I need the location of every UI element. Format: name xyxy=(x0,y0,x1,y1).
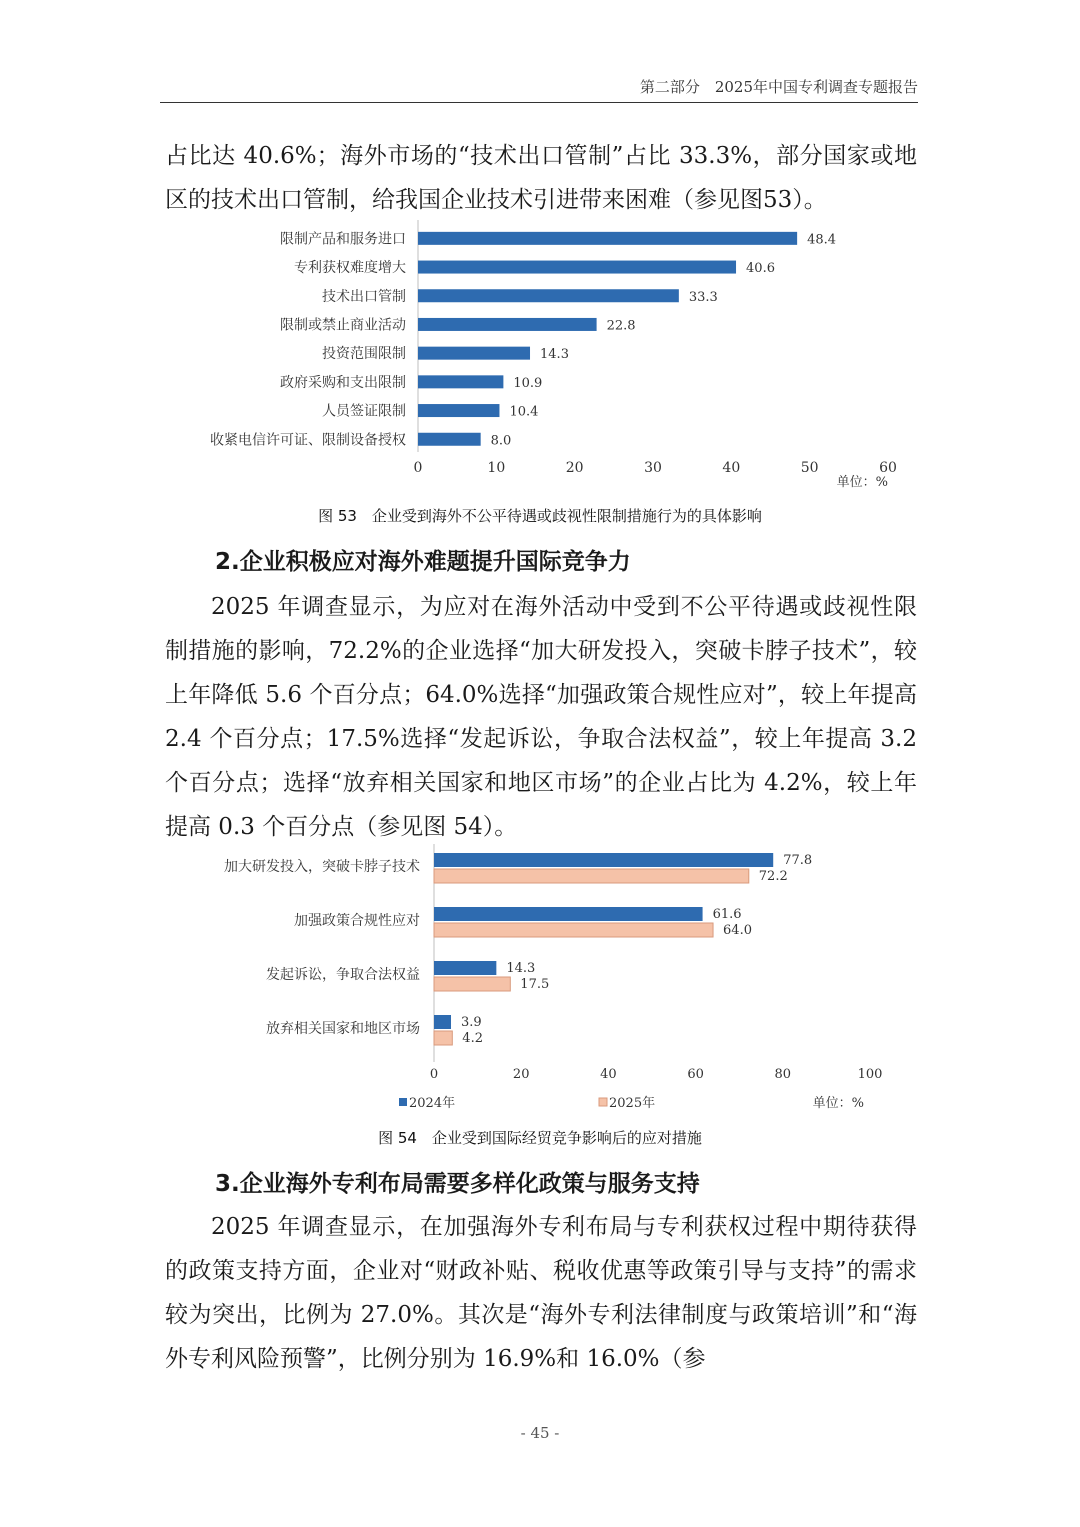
category-label: 人员签证限制 xyxy=(322,403,406,420)
section-heading-3: 3.企业海外专利布局需要多样化政策与服务支持 xyxy=(215,1171,700,1197)
x-tick-label: 20 xyxy=(565,460,584,476)
legend-swatch-2024 xyxy=(399,1098,407,1106)
category-label: 限制产品和服务进口 xyxy=(280,231,406,248)
category-label: 发起诉讼，争取合法权益 xyxy=(266,967,420,983)
data-label: 14.3 xyxy=(506,961,536,976)
fig53-caption: 图 53 企业受到海外不公平待遇或歧视性限制措施行为的具体影响 xyxy=(318,507,762,525)
bar xyxy=(418,261,736,274)
bar-2024 xyxy=(434,853,773,867)
section-heading-2: 2.企业积极应对海外难题提升国际竞争力 xyxy=(215,549,631,575)
data-label: 77.8 xyxy=(783,853,813,868)
data-label: 22.8 xyxy=(606,318,636,334)
bar xyxy=(418,318,597,331)
data-label: 61.6 xyxy=(712,907,742,922)
unit-label: 单位：% xyxy=(812,1096,864,1111)
page-number: - 45 - xyxy=(520,1424,560,1442)
x-tick-label: 100 xyxy=(857,1067,883,1082)
x-tick-label: 40 xyxy=(600,1067,617,1082)
data-label: 3.9 xyxy=(461,1015,482,1030)
category-label: 放弃相关国家和地区市场 xyxy=(266,1021,420,1037)
x-tick-label: 80 xyxy=(774,1067,792,1082)
data-label: 14.3 xyxy=(540,347,569,363)
x-tick-label: 40 xyxy=(722,460,741,476)
data-label: 10.4 xyxy=(509,404,539,420)
x-tick-label: 10 xyxy=(487,460,506,476)
bar xyxy=(418,404,499,417)
bar-2025 xyxy=(434,869,749,883)
unit-label: 单位：% xyxy=(836,475,888,490)
bar-2024 xyxy=(434,907,703,921)
x-tick-label: 50 xyxy=(800,460,819,476)
x-tick-label: 0 xyxy=(413,460,423,476)
data-label: 33.3 xyxy=(688,289,718,305)
category-label: 政府采购和支出限制 xyxy=(280,374,406,391)
data-label: 4.2 xyxy=(462,1031,483,1046)
data-label: 48.4 xyxy=(807,232,837,248)
category-label: 限制或禁止商业活动 xyxy=(280,317,406,334)
x-tick-label: 0 xyxy=(429,1067,439,1082)
x-tick-label: 20 xyxy=(512,1067,530,1082)
chart-fig53 xyxy=(160,218,920,500)
bar-2024 xyxy=(434,1015,451,1029)
bar xyxy=(418,375,503,388)
bar-2025 xyxy=(434,923,713,937)
page-header xyxy=(160,76,918,103)
category-label: 收紧电信许可证、限制设备授权 xyxy=(210,432,406,449)
data-label: 64.0 xyxy=(723,923,752,938)
data-label: 17.5 xyxy=(520,977,550,992)
paragraph-2: 2025 年调查显示，为应对在海外活动中受到不公平待遇或歧视性限制措施的影响，72.2%的企业选择“加大研发投入，突破卡脖子技术”，较上年降低 5.6 个百分点；64.0%选择“加强政策合规性应对”，较上年提高 2.4 个百分点；17.5%选择“发起诉讼，争取合法权益”，较上年提高 3.2 个百分点；选择“放弃相关国家和地区市场”的企业占比为 4.2%，较上年提高 0.3 个百分点（参见图 54）。 xyxy=(165,594,917,840)
chart-fig54 xyxy=(160,842,920,1122)
bar-2025 xyxy=(434,977,510,991)
category-label: 投资范围限制 xyxy=(322,346,406,363)
x-tick-label: 60 xyxy=(687,1067,704,1082)
category-label: 加大研发投入，突破卡脖子技术 xyxy=(224,859,420,875)
category-label: 专利获权难度增大 xyxy=(294,260,406,277)
bar xyxy=(418,289,679,302)
category-label: 技术出口管制 xyxy=(322,288,406,305)
bar-2025 xyxy=(434,1031,452,1045)
legend-label-2024: 2024年 xyxy=(409,1096,456,1111)
x-tick-label: 60 xyxy=(879,460,897,476)
data-label: 40.6 xyxy=(746,261,775,277)
header-text: 第二部分 2025年中国专利调查专题报告 xyxy=(639,78,918,96)
bar xyxy=(418,347,530,360)
x-tick-label: 30 xyxy=(644,460,662,476)
legend-swatch-2025 xyxy=(599,1098,607,1106)
legend-label-2025: 2025年 xyxy=(609,1096,656,1111)
fig54-caption: 图 54 企业受到国际经贸竞争影响后的应对措施 xyxy=(378,1129,702,1147)
bar xyxy=(418,232,797,245)
bar xyxy=(418,433,481,446)
paragraph-3: 2025 年调查显示，在加强海外专利布局与专利获权过程中期待获得的政策支持方面，企业对“财政补贴、税收优惠等政策引导与支持”的需求较为突出，比例为 27.0%。其次是“海外专利法律制度与政策培训”和“海外专利风险预警”，比例分别为 16.9%和 16.0%（参 xyxy=(165,1214,917,1372)
paragraph-1: 占比达 40.6%；海外市场的“技术出口管制”占比 33.3%，部分国家或地区的技术出口管制，给我国企业技术引进带来困难（参见图53）。 xyxy=(165,143,917,213)
data-label: 72.2 xyxy=(758,869,788,884)
data-label: 10.9 xyxy=(513,375,543,391)
data-label: 8.0 xyxy=(490,433,512,449)
category-label: 加强政策合规性应对 xyxy=(294,913,420,929)
bar-2024 xyxy=(434,961,496,975)
